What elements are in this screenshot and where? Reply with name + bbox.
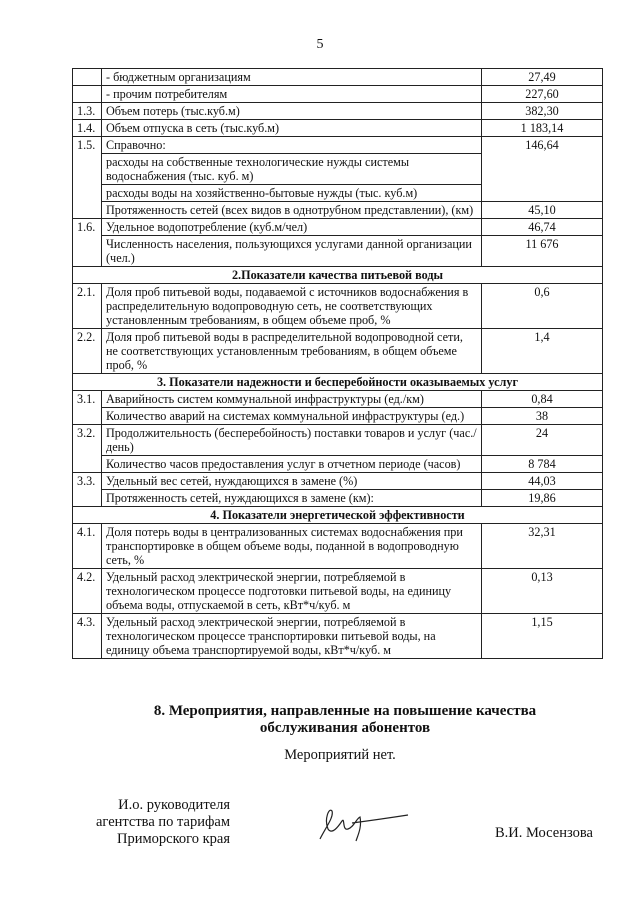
- row-description: Удельное водопотребление (куб.м/чел): [102, 219, 482, 236]
- row-number: 1.5.: [73, 137, 102, 219]
- row-description: Доля проб питьевой воды, подаваемой с источников водоснабжения в распределительную водопроводную сеть, не соответствующих установленным требованиям, в общем объеме проб, %: [102, 284, 482, 329]
- row-description: Доля потерь воды в централизованных системах водоснабжения при транспортировке в общем объеме воды, поданной в водопроводную сеть, %: [102, 524, 482, 569]
- handwritten-signature: [312, 805, 412, 845]
- section-8-title-line2: обслуживания абонентов: [259, 720, 431, 736]
- row-number: 3.1.: [73, 391, 102, 425]
- row-value: 32,31: [482, 524, 603, 569]
- indicators-table: [72, 68, 603, 659]
- table-row: [73, 408, 603, 425]
- row-number: 1.4.: [73, 120, 102, 137]
- row-number: 4.1.: [73, 524, 102, 569]
- row-number: 1.6.: [73, 219, 102, 267]
- signatory-position-line2: агентства по тарифам: [96, 814, 230, 830]
- section-header: 4. Показатели энергетической эффективности: [73, 507, 603, 524]
- row-value: 24: [482, 425, 603, 456]
- row-value: 19,86: [482, 490, 603, 507]
- page-number: 5: [316, 37, 324, 52]
- row-value: 8 784: [482, 456, 603, 473]
- row-value: 146,64: [482, 137, 603, 202]
- row-number: 2.1.: [73, 284, 102, 329]
- row-description: Протяженность сетей, нуждающихся в замене (км):: [102, 490, 482, 507]
- row-number: [73, 69, 102, 86]
- row-number: 2.2.: [73, 329, 102, 374]
- table-row: [73, 103, 603, 120]
- section-header-row: [73, 374, 603, 391]
- table-row: [73, 473, 603, 490]
- row-description: Удельный расход электрической энергии, потребляемой в технологическом процессе подготовки питьевой воды, на единицу объема воды, отпускаемой в сеть, кВт*ч/куб. м: [102, 569, 482, 614]
- row-description: расходы воды на хозяйственно-бытовые нужды (тыс. куб.м): [102, 185, 482, 202]
- row-value: 0,6: [482, 284, 603, 329]
- row-description: Объем отпуска в сеть (тыс.куб.м): [102, 120, 482, 137]
- row-description: Доля проб питьевой воды в распределительной водопроводной сети, не соответствующих установленным требованиям, в общем объеме проб, %: [102, 329, 482, 374]
- row-description: - прочим потребителям: [102, 86, 482, 103]
- section-header-row: [73, 267, 603, 284]
- section-8-title-line1: 8. Мероприятия, направленные на повышение качества: [153, 703, 537, 719]
- row-value: 46,74: [482, 219, 603, 236]
- row-description: Справочно:: [102, 137, 482, 154]
- row-number: 4.2.: [73, 569, 102, 614]
- row-description: Аварийность систем коммунальной инфраструктуры (ед./км): [102, 391, 482, 408]
- signatory-position-line3: Приморского края: [116, 831, 230, 847]
- section-header-row: [73, 507, 603, 524]
- table-row: [73, 456, 603, 473]
- row-value: 382,30: [482, 103, 603, 120]
- row-description: Количество аварий на системах коммунальной инфраструктуры (ед.): [102, 408, 482, 425]
- table-row: [73, 490, 603, 507]
- table-row: [73, 524, 603, 569]
- signatory-name: В.И. Мосензова: [495, 825, 593, 841]
- row-number: [73, 86, 102, 103]
- row-value: 38: [482, 408, 603, 425]
- row-value: 11 676: [482, 236, 603, 267]
- row-value: 27,49: [482, 69, 603, 86]
- table-row: [73, 202, 603, 219]
- row-value: 44,03: [482, 473, 603, 490]
- section-header: 2.Показатели качества питьевой воды: [73, 267, 603, 284]
- table-row: [73, 86, 603, 103]
- row-description: Объем потерь (тыс.куб.м): [102, 103, 482, 120]
- row-description: Удельный расход электрической энергии, потребляемой в технологическом процессе транспортировки питьевой воды, на единицу объема транспортируемой воды, кВт*ч/куб. м: [102, 614, 482, 659]
- table-row: [73, 120, 603, 137]
- row-value: 1 183,14: [482, 120, 603, 137]
- table-row: [73, 284, 603, 329]
- row-value: 1,15: [482, 614, 603, 659]
- row-description: Продолжительность (бесперебойность) поставки товаров и услуг (час./день): [102, 425, 482, 456]
- row-value: 227,60: [482, 86, 603, 103]
- row-number: 3.3.: [73, 473, 102, 507]
- table-row: [73, 614, 603, 659]
- row-description: расходы на собственные технологические нужды системы водоснабжения (тыс. куб. м): [102, 154, 482, 185]
- table-row: [73, 69, 603, 86]
- table-row: [73, 219, 603, 236]
- row-value: 45,10: [482, 202, 603, 219]
- table-row: [73, 137, 603, 154]
- row-description: Удельный вес сетей, нуждающихся в замене (%): [102, 473, 482, 490]
- row-value: 0,84: [482, 391, 603, 408]
- section-header: 3. Показатели надежности и бесперебойности оказываемых услуг: [73, 374, 603, 391]
- row-number: 3.2.: [73, 425, 102, 473]
- table-row: [73, 425, 603, 456]
- section-8-title: [60, 703, 630, 737]
- table-row: [73, 391, 603, 408]
- table-row: [73, 236, 603, 267]
- row-number: 1.3.: [73, 103, 102, 120]
- signatory-position-line1: И.о. руководителя: [118, 797, 230, 813]
- row-description: Количество часов предоставления услуг в отчетном периоде (часов): [102, 456, 482, 473]
- table-row: [73, 329, 603, 374]
- row-number: 4.3.: [73, 614, 102, 659]
- table-row: [73, 569, 603, 614]
- row-description: Численность населения, пользующихся услугами данной организации (чел.): [102, 236, 482, 267]
- row-value: 1,4: [482, 329, 603, 374]
- section-8-text: Мероприятий нет.: [284, 747, 396, 763]
- row-value: 0,13: [482, 569, 603, 614]
- row-description: - бюджетным организациям: [102, 69, 482, 86]
- signatory-position: [80, 797, 230, 848]
- row-description: Протяженность сетей (всех видов в однотрубном представлении), (км): [102, 202, 482, 219]
- indicators-table-body: [73, 69, 603, 659]
